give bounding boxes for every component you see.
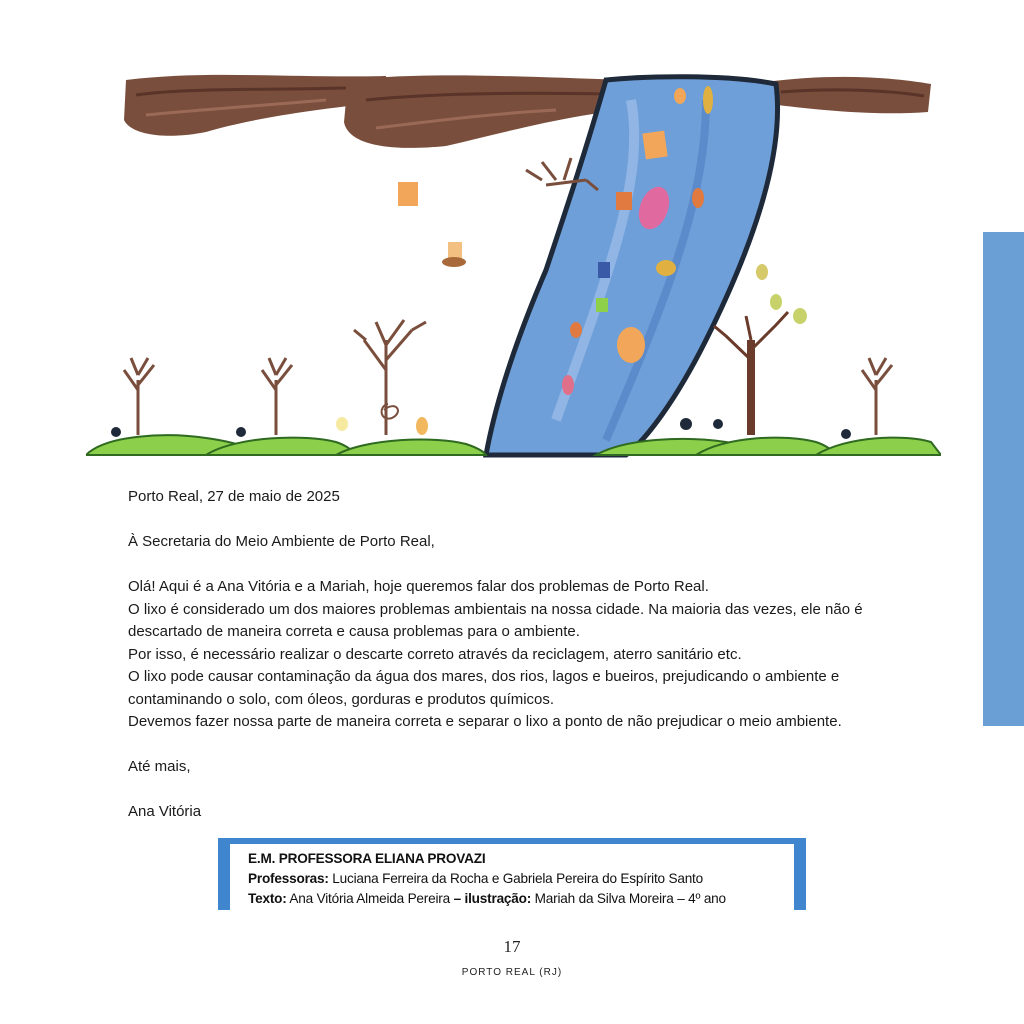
school-name: E.M. PROFESSORA ELIANA PROVAZI	[248, 851, 486, 866]
letter-paragraph-5: Devemos fazer nossa parte de maneira correta e separar o lixo a ponto de não prejudicar o meio ambiente.	[128, 713, 842, 730]
authors-line	[248, 889, 794, 909]
letter-paragraph-3: Por isso, é necessário realizar o descarte correto através da reciclagem, aterro sanitário etc.	[128, 645, 742, 663]
trash-small-ground	[336, 417, 348, 431]
credits-separator: –	[453, 891, 461, 906]
letter-paragraph-1: Olá! Aqui é a Ana Vitória e a Mariah, hoje queremos falar dos problemas de Porto Real.	[128, 578, 709, 595]
tree-trunk-middle	[344, 75, 626, 148]
letter-signature: Ana Vitória	[128, 803, 202, 820]
text-author: Ana Vitória Almeida Pereira	[289, 891, 450, 906]
grass-tufts	[111, 418, 851, 439]
teachers-line	[248, 869, 794, 889]
tree-left	[124, 358, 154, 435]
child-drawing-illustration	[86, 40, 941, 460]
illustration-author: Mariah da Silva Moreira	[534, 891, 674, 906]
trash-cup-floating	[442, 242, 466, 267]
letter-paragraph-4: O lixo pode causar contaminação da água dos mares, dos rios, lagos e bueiros, prejudicando o ambiente e contaminando o solo, com óleos, gorduras e produtos químicos.	[128, 668, 840, 708]
side-tab-marker	[983, 232, 1024, 726]
letter-closing: Até mais,	[128, 758, 191, 775]
tree-trunk-right	[766, 77, 931, 113]
teachers-names: Luciana Ferreira da Rocha e Gabriela Pereira do Espírito Santo	[332, 871, 703, 886]
teachers-label: Professoras:	[248, 871, 329, 886]
illustration-label: ilustração:	[464, 891, 532, 906]
letter-addressee: À Secretaria do Meio Ambiente de Porto Real,	[128, 533, 435, 550]
running-footer-title: PORTO REAL (RJ)	[461, 967, 563, 978]
letter-paragraph-2: O lixo é considerado um dos maiores problemas ambientais na nossa cidade. Na maioria das vezes, ele não é descartado de maneira correta e causa problemas para o ambiente.	[128, 600, 863, 640]
tree-far-right	[862, 358, 892, 435]
grade: – 4º ano	[677, 891, 726, 906]
fallen-leaf	[416, 417, 428, 435]
letter-date: Porto Real, 27 de maio de 2025	[128, 488, 340, 505]
text-label: Texto:	[248, 891, 287, 906]
credits-box	[218, 838, 806, 910]
trash-box-floating	[398, 182, 418, 206]
page-number: 17	[503, 937, 521, 956]
letter-body	[128, 486, 918, 824]
river-waterfall	[486, 77, 778, 455]
tree-center-left	[354, 320, 426, 435]
tree-left-2	[262, 358, 292, 435]
